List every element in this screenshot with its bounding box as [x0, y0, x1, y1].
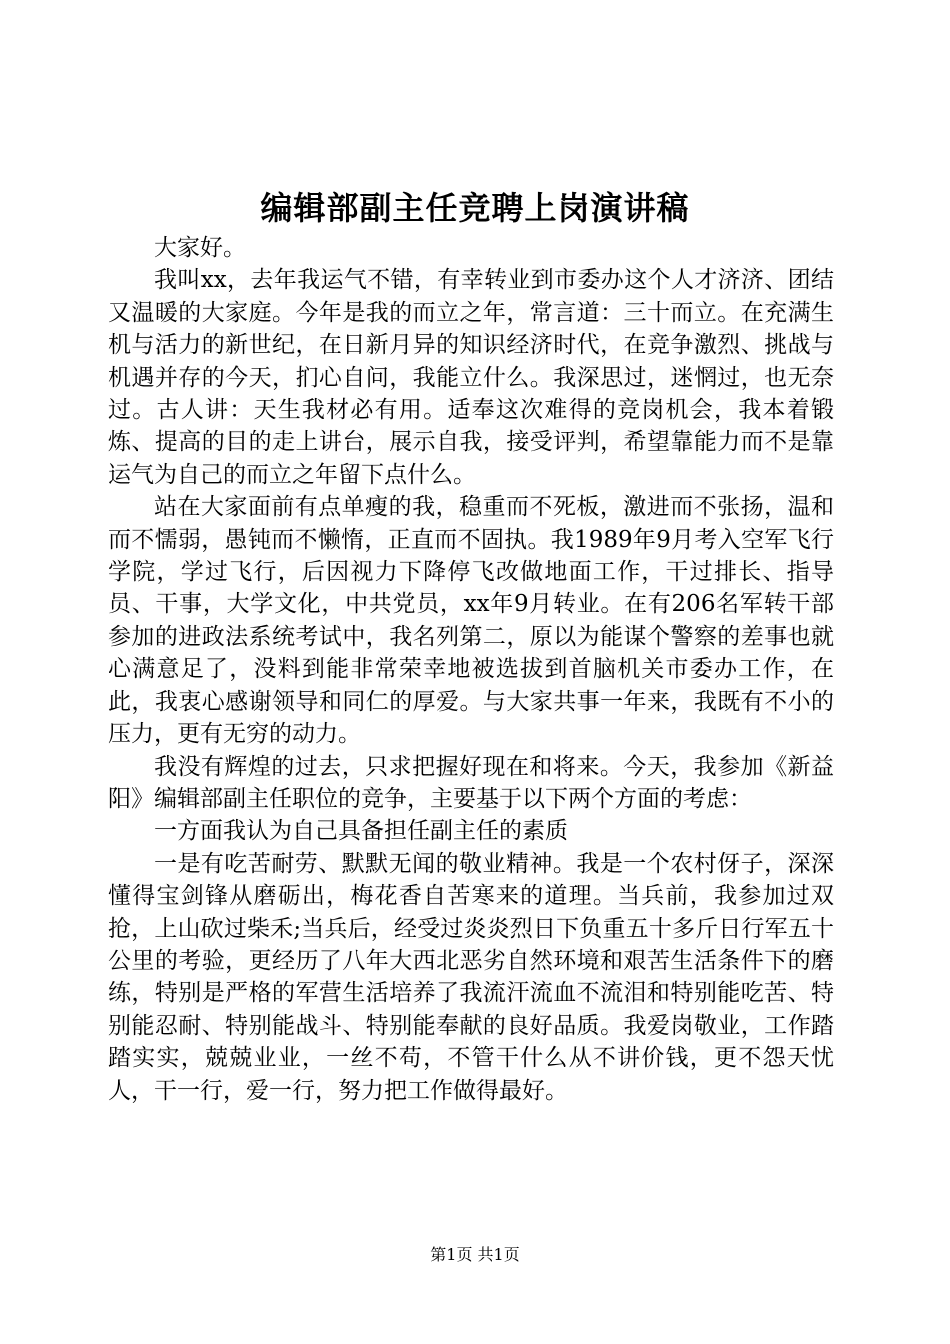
paragraph-background: 站在大家面前有点单瘦的我，稳重而不死板，激进而不张扬，温和而不懦弱，愚钝而不懒惰，正直而不固执。我1989年9月考入空军飞行学院，学过飞行，后因视力下降停飞改做地面工作，干过排长、指导员、干事，大学文化，中共党员，xx年9月转业。在有206名军转干部参加的进政法系统考试中，我名列第二，原以为能谋个警察的差事也就心满意足了，没料到能非常荣幸地被选拔到首脑机关市委办工作，在此，我衷心感谢领导和同仁的厚爱。与大家共事一年来，我既有不小的压力，更有无穷的动力。 — [108, 494, 834, 748]
paragraph-introduction: 我叫xx，去年我运气不错，有幸转业到市委办这个人才济济、团结又温暖的大家庭。今年是我的而立之年，常言道：三十而立。在充满生机与活力的新世纪，在日新月异的知识经济时代，在竞争激烈、挑战与机遇并存的今天，扪心自问，我能立什么。我深思过，迷惘过，也无奈过。古人讲：天生我材必有用。适奉这次难得的竞岗机会，我本着锻炼、提高的目的走上讲台，展示自我，接受评判，希望靠能力而不是靠运气为自己的而立之年留下点什么。 — [108, 267, 834, 488]
document-body — [108, 232, 834, 1107]
page-number-footer: 第1页 共1页 — [430, 1245, 520, 1264]
paragraph-motivation: 我没有辉煌的过去，只求把握好现在和将来。今天，我参加《新益阳》编辑部副主任职位的竞争，主要基于以下两个方面的考虑： — [108, 753, 834, 812]
paragraph-greeting: 大家好。 — [154, 235, 246, 261]
document-title: 编辑部副主任竞聘上岗演讲稿 — [260, 189, 690, 227]
paragraph-section-heading: 一方面我认为自己具备担任副主任的素质 — [154, 818, 568, 845]
paragraph-dedication: 一是有吃苦耐劳、默默无闻的敬业精神。我是一个农村伢子，深深懂得宝剑锋从磨砺出，梅花香自苦寒来的道理。当兵前，我参加过双抢，上山砍过柴禾;当兵后，经受过炎炎烈日下负重五十多斤日行军五十公里的考验，更经历了八年大西北恶劣自然环境和艰苦生活条件下的磨练，特别是严格的军营生活培养了我流汗流血不流泪和特别能吃苦、特别能忍耐、特别能战斗、特别能奉献的良好品质。我爱岗敬业，工作踏踏实实，兢兢业业，一丝不苟，不管干什么从不讲价钱，更不怨天忧人，干一行，爱一行，努力把工作做得最好。 — [108, 850, 834, 1104]
